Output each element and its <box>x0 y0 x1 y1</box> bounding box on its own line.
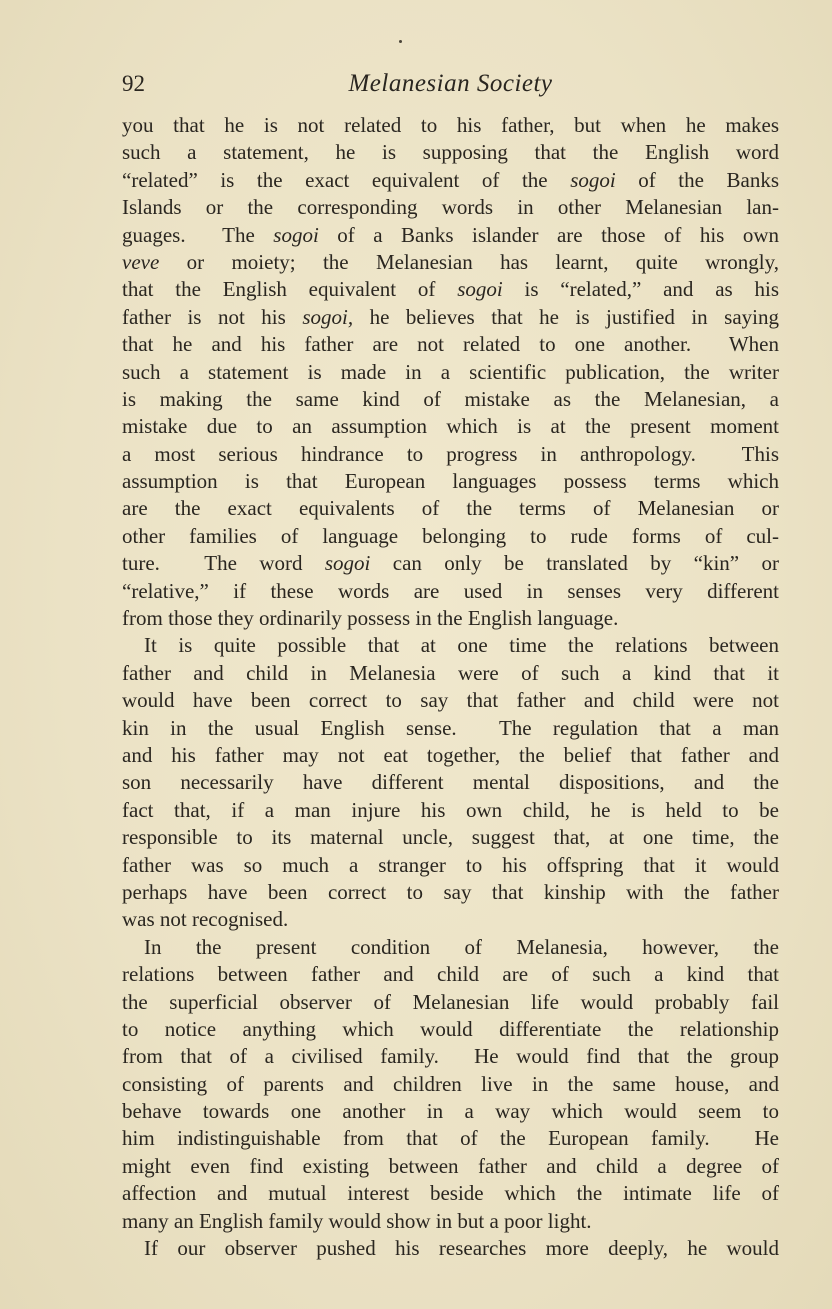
text-line <box>122 1098 779 1125</box>
text-segment: consisting of parents and children live in the same house, and <box>122 1071 779 1096</box>
text-segment: is “related,” and as his <box>502 277 779 302</box>
text-line <box>122 194 779 221</box>
text-line <box>122 824 779 851</box>
text-line <box>122 359 779 386</box>
text-segment: to notice anything which would differentiate the relationship <box>122 1016 779 1041</box>
italic-term: sogoi <box>324 551 371 576</box>
text-segment: father is not his <box>122 304 303 329</box>
text-segment: responsible to its maternal uncle, suggest that, at one time, the <box>122 825 779 850</box>
text-segment: behave towards one another in a way which would seem to <box>122 1099 779 1124</box>
italic-term: veve <box>122 249 160 274</box>
text-segment: son necessarily have different mental dispositions, and the <box>122 770 779 795</box>
text-segment: that he and his father are not related to one another. When <box>122 332 779 357</box>
text-segment: mistake due to an assumption which is at the present moment <box>122 414 779 439</box>
text-line <box>122 605 779 632</box>
text-line <box>122 1180 779 1207</box>
text-segment: of the Banks <box>615 167 779 192</box>
text-segment: he believes that he is justified in saying <box>353 304 779 329</box>
text-segment: a most serious hindrance to progress in anthropology. This <box>122 441 779 466</box>
italic-term: sogoi <box>457 277 503 302</box>
text-segment: was not recognised. <box>122 907 289 932</box>
text-segment: father was so much a stranger to his offspring that it would <box>122 852 779 877</box>
text-segment: such a statement, he is supposing that the English word <box>122 140 779 165</box>
text-segment: him indistinguishable from that of the European family. He <box>122 1126 779 1151</box>
text-line <box>122 1125 779 1152</box>
text-line <box>122 578 779 605</box>
text-segment: “related” is the exact equivalent of the <box>122 167 571 192</box>
page-number: 92 <box>122 71 145 96</box>
text-segment: fact that, if a man injure his own child, he is held to be <box>122 797 779 822</box>
running-title: Melanesian Society <box>348 70 553 97</box>
italic-term: sogoi, <box>302 304 354 329</box>
text-line <box>122 797 779 824</box>
text-line <box>122 249 779 276</box>
text-segment: from that of a civilised family. He would find that the group <box>122 1044 779 1069</box>
text-line <box>122 413 779 440</box>
italic-term: sogoi <box>570 167 616 192</box>
text-segment: is making the same kind of mistake as the Melanesian, a <box>122 386 779 411</box>
text-line <box>122 715 779 742</box>
text-line <box>122 961 779 988</box>
text-line <box>122 386 779 413</box>
text-segment: “relative,” if these words are used in senses very different <box>122 578 779 603</box>
text-segment: It is quite possible that at one time the relations between <box>144 633 779 658</box>
text-line <box>122 167 779 194</box>
text-line <box>122 222 779 249</box>
text-segment: of a Banks islander are those of his own <box>318 222 779 247</box>
text-line <box>122 687 779 714</box>
text-line <box>122 1071 779 1098</box>
italic-term: sogoi <box>273 222 319 247</box>
text-segment: you that he is not related to his father, but when he makes <box>122 113 779 137</box>
text-line <box>122 495 779 522</box>
text-segment: If our observer pushed his researches more deeply, he would <box>144 1236 779 1261</box>
text-segment: kin in the usual English sense. The regulation that a man <box>122 715 779 740</box>
text-segment: many an English family would show in but a poor light. <box>122 1208 592 1233</box>
text-line <box>122 550 779 577</box>
text-segment: assumption is that European languages possess terms which <box>122 469 779 494</box>
text-segment: father and child in Melanesia were of such a kind that it <box>122 660 779 685</box>
text-line <box>122 632 779 659</box>
text-segment: the superficial observer of Melanesian life would probably fail <box>122 989 779 1014</box>
text-segment: or moiety; the Melanesian has learnt, quite wrongly, <box>159 249 779 274</box>
text-line <box>122 441 779 468</box>
text-segment: Islands or the corresponding words in other Melanesian lan- <box>122 195 779 220</box>
print-speck <box>399 40 402 43</box>
text-segment: guages. The <box>122 222 274 247</box>
text-line <box>122 1043 779 1070</box>
text-line <box>122 852 779 879</box>
text-line <box>122 112 779 139</box>
text-line <box>122 468 779 495</box>
text-segment: other families of language belonging to rude forms of cul- <box>122 523 779 548</box>
text-line <box>122 276 779 303</box>
text-line <box>122 523 779 550</box>
text-segment: In the present condition of Melanesia, however, the <box>144 934 779 959</box>
text-segment: such a statement is made in a scientific publication, the writer <box>122 359 779 384</box>
text-segment: might even find existing between father and child a degree of <box>122 1153 779 1178</box>
text-line <box>122 1208 779 1235</box>
text-line <box>122 879 779 906</box>
text-line <box>122 660 779 687</box>
text-line <box>122 139 779 166</box>
text-segment: and his father may not eat together, the belief that father and <box>122 742 779 767</box>
text-line <box>122 331 779 358</box>
text-segment: that the English equivalent of <box>122 277 458 302</box>
text-segment: can only be translated by “kin” or <box>370 551 779 576</box>
text-line <box>122 304 779 331</box>
text-segment: ture. The word <box>122 551 325 576</box>
text-line <box>122 906 779 933</box>
text-segment: affection and mutual interest beside which the intimate life of <box>122 1181 779 1206</box>
text-line <box>122 934 779 961</box>
text-line <box>122 1153 779 1180</box>
text-line <box>122 742 779 769</box>
body-text <box>122 112 779 1262</box>
text-line <box>122 989 779 1016</box>
text-segment: perhaps have been correct to say that kinship with the father <box>122 879 779 904</box>
text-segment: would have been correct to say that father and child were not <box>122 688 779 713</box>
text-segment: relations between father and child are of such a kind that <box>122 962 779 987</box>
text-line <box>122 769 779 796</box>
page-header <box>122 68 779 100</box>
text-segment: are the exact equivalents of the terms of Melanesian or <box>122 496 779 521</box>
text-line <box>122 1235 779 1262</box>
text-segment: from those they ordinarily possess in the English language. <box>122 606 619 631</box>
text-line <box>122 1016 779 1043</box>
